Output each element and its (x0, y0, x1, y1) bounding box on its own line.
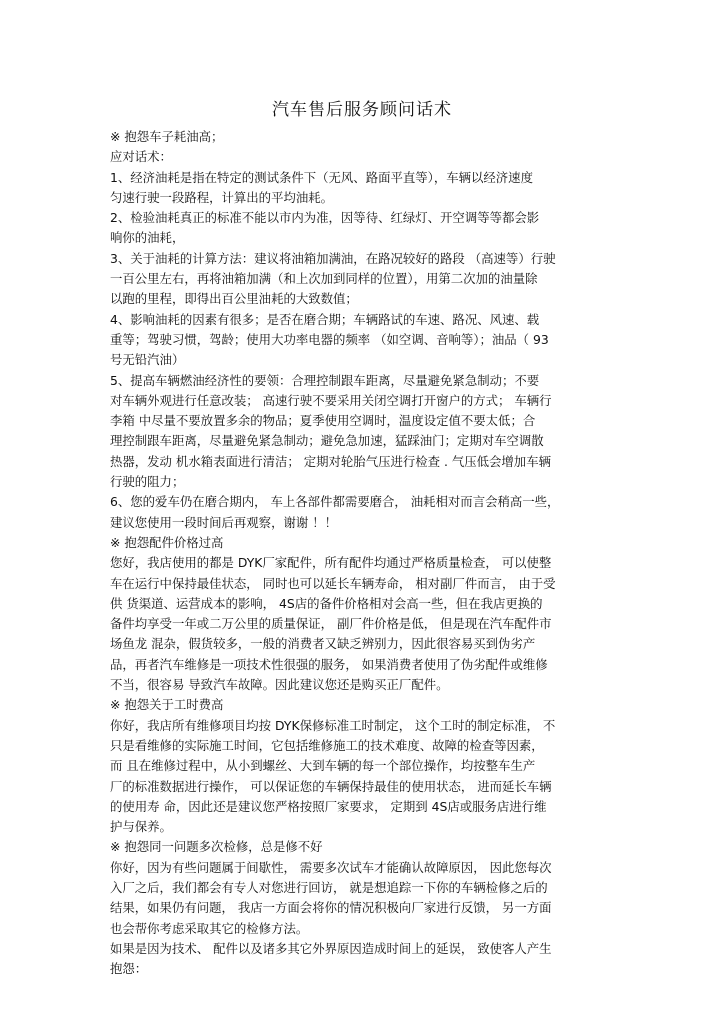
text-line: 6、您的爱车仍在磨合期内， 车上各部件都需要磨合， 油耗相对而言会稍高一些， (110, 494, 560, 510)
text-line: 响你的油耗， (110, 230, 185, 246)
text-line: 重等；驾驶习惯，驾龄；使用大功率电器的频率 （如空调、音响等）；油品（ 93 (110, 331, 549, 347)
text-line: 以跑的里程，即得出百公里油耗的大致数值； (110, 291, 358, 307)
text-line: 你好，因为有些问题属于间歇性， 需要多次试车才能确认故障原因， 因此您每次 (110, 859, 552, 875)
text-line: 入厂之后，我们都会有专人对您进行回访， 就是想追踪一下你的车辆检修之后的 (110, 879, 548, 895)
text-line: 一百公里左右，再将油箱加满（和上次加到同样的位置），用第二次加的油量除 (110, 271, 538, 287)
text-line: 建议您使用一段时间后再观察，谢谢 ！！ (110, 514, 337, 530)
text-line: 理控制跟车距离，尽量避免紧急制动；避免急加速，猛踩油门；定期对车空调散 (110, 433, 544, 449)
text-line: 3、关于油耗的计算方法：建议将油箱加满油，在路况较好的路段 （高速等）行驶 (110, 250, 556, 266)
text-line: 场鱼龙 混杂，假货较多，一般的消费者又缺乏辨别力，因此很容易买到伪劣产 (110, 636, 536, 652)
text-line: 供 货渠道、运营成本的影响， 4S店的备件价格相对会高一些，但在我店更换的 (110, 595, 543, 611)
text-line: 你好，我店所有维修项目均按 DYK保修标准工时制定， 这个工时的制定标准， 不 (110, 717, 556, 733)
text-line: 1、经济油耗是指在特定的测试条件下（无风、路面平直等），车辆以经济速度 (110, 169, 533, 185)
text-line: ※ 抱怨车子耗油高； (110, 129, 224, 144)
text-line: 对车辆外观进行任意改装； 高速行驶不要采用关闭空调打开窗户的方式； 车辆行 (110, 392, 552, 408)
text-line: 品，再者汽车维修是一项技术性很强的服务， 如果消费者使用了伪劣配件或维修 (110, 656, 548, 672)
text-line: 2、检验油耗真正的标准不能以市内为准，因等待、红绿灯、开空调等等都会影 (110, 210, 540, 226)
text-line: ※ 抱怨关于工时费高 (110, 697, 224, 713)
text-line: 匀速行驶一段路程，计算出的平均油耗。 (110, 189, 334, 205)
text-line: 行驶的阻力； (110, 474, 185, 490)
text-line: 如果是因为技术、 配件以及诸多其它外界原因造成时间上的延误， 致使客人产生 (110, 940, 552, 956)
page-title: 汽车售后服务顾问话术 (272, 100, 452, 120)
text-line: 车在运行中保持最佳状态， 同时也可以延长车辆寿命， 相对副厂件而言， 由于受 (110, 575, 556, 591)
text-line: 5、提高车辆燃油经济性的要领：合理控制跟车距离，尽量避免紧急制动；不要 (110, 372, 540, 388)
text-line: 抱怨： (110, 961, 148, 977)
text-line: 备件均享受一年或二万公里的质量保证， 副厂件价格是低， 但是现在汽车配件市 (110, 616, 552, 632)
text-line: 而 且在维修过程中，从小到螺丝、大到车辆的每一个部位操作，均按整车生产 (110, 758, 536, 774)
text-line: 热器，发动 机水箱表面进行清洁； 定期对轮胎气压进行检查 . 气压低会增加车辆 (110, 453, 551, 469)
text-line: 也会帮你考虑采取其它的检修方法。 (110, 920, 309, 936)
text-line: 只是看维修的实际施工时间，它包括维修施工的技术难度、故障的检查等因素， (110, 737, 544, 753)
text-line: 4、影响油耗的因素有很多；是否在磨合期；车辆路试的车速、路况、风速、载 (110, 311, 540, 327)
text-line: 李箱 中尽量不要放置多余的物品；夏季使用空调时，温度设定值不要太低；合 (110, 413, 536, 429)
text-line: 号无铅汽油） (110, 352, 185, 368)
text-line: 的使用寿 命，因此还是建议您严格按照厂家要求， 定期到 4S店或服务店进行维 (110, 798, 547, 814)
text-line: 应对话术： (110, 149, 172, 165)
text-line: 不当，很容易 导致汽车故障。因此建议您还是购买正厂配件。 (110, 677, 449, 693)
text-line: ※ 抱怨配件价格过高 (110, 534, 224, 550)
text-line: ※ 抱怨同一问题多次检修，总是修不好 (110, 839, 323, 855)
text-line: 结果，如果仍有问题， 我店一方面会将你的情况积极向厂家进行反馈， 另一方面 (110, 900, 552, 916)
document-body (110, 127, 620, 979)
text-line: 护与保养。 (110, 819, 172, 835)
text-line: 您好，我店使用的都是 DYK厂家配件，所有配件均通过严格质量检查， 可以使整 (110, 555, 552, 571)
text-line: 厂的标准数据进行操作， 可以保证您的车辆保持最佳的使用状态， 进而延长车辆 (110, 778, 552, 794)
